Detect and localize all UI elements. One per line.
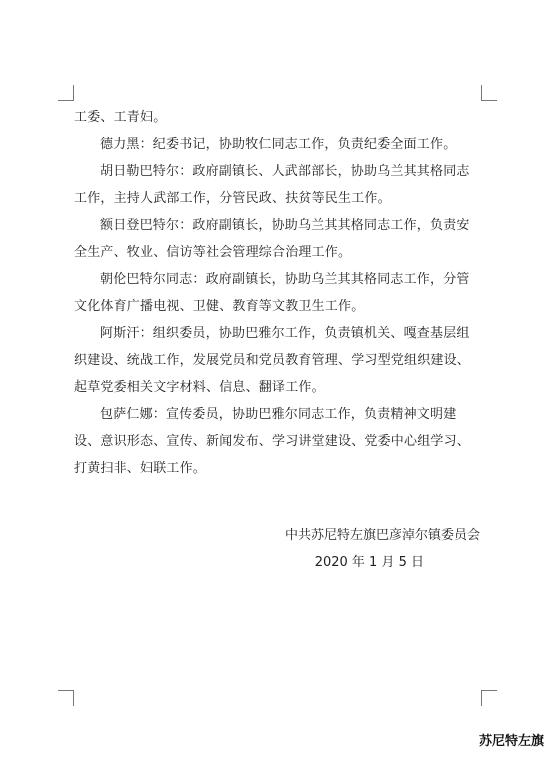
- crop-mark-bottom-right: [481, 690, 497, 706]
- paragraph-continuation: 工委、工青妇。: [74, 110, 167, 125]
- paragraph-eri: 额日登巴特尔：政府副镇长，协助乌兰其其格同志工作，负责安全生产、牧业、信访等社会管理综合治理工作。: [74, 218, 470, 260]
- paragraph-chaolun: 朝伦巴特尔同志：政府副镇长，协助乌兰其其格同志工作，分管文化体育广播电视、卫健、教育等文教卫生工作。: [74, 272, 470, 314]
- document-body: [74, 104, 482, 482]
- paragraph-huri: 胡日勒巴特尔：政府副镇长、人武部部长，协助乌兰其其格同志工作，主持人武部工作，分管民政、扶贫等民生工作。: [74, 164, 470, 206]
- signature-block: [285, 522, 480, 576]
- crop-mark-top-right: [481, 85, 497, 101]
- paragraph-baosarenna: 包萨仁娜：宣传委员，协助巴雅尔同志工作，负责精神文明建设、意识形态、宣传、新闻发布、学习讲堂建设、党委中心组学习、打黄扫非、妇联工作。: [74, 407, 471, 476]
- signature-date: 2020 年 1 月 5 日: [314, 555, 424, 570]
- watermark-label: 苏尼特左旗: [479, 730, 544, 749]
- crop-mark-top-left: [58, 85, 74, 101]
- paragraph-delihei: 德力黑：纪委书记，协助牧仁同志工作，负责纪委全面工作。: [100, 137, 457, 152]
- signature-org: 中共苏尼特左旗巴彦淖尔镇委员会: [284, 528, 480, 543]
- paragraph-asihan: 阿斯汗：组织委员，协助巴雅尔工作，负责镇机关、嘎查基层组织建设、统战工作，发展党员和党员教育管理、学习型党组织建设、起草党委相关文字材料、信息、翻译工作。: [74, 326, 471, 395]
- crop-mark-bottom-left: [58, 690, 74, 706]
